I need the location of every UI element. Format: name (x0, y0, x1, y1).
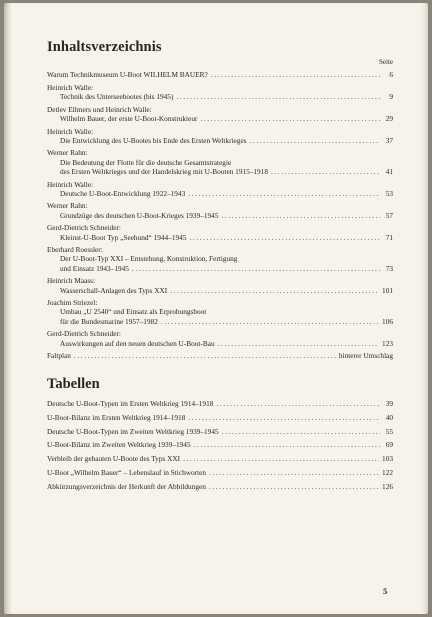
toc-entry-author: Eberhard Roessler: (47, 245, 103, 255)
tables-list (47, 399, 393, 491)
table-entry-title: Deutsche U-Boot-Typen im Zweiten Weltkrieg 1939–1945 (47, 426, 219, 436)
toc-entry-author: Detlev Ellmers und Heinrich Walle: (47, 104, 152, 114)
toc-entry-title: Faltplan (47, 351, 71, 361)
toc-entry-line (47, 351, 393, 360)
leader-dots (74, 351, 336, 360)
toc-entry-title: Auswirkungen auf den neuen deutschen U-Boot-Bau (60, 338, 215, 348)
table-entry (47, 413, 393, 422)
leader-dots (222, 427, 380, 436)
toc-entry-page: 37 (385, 135, 393, 145)
toc-entry (47, 70, 393, 79)
table-entry-page: 39 (385, 398, 393, 408)
toc-entry-author: Werner Rahn: (47, 148, 88, 158)
toc-entry (47, 180, 393, 198)
toc-entry-line (47, 189, 393, 198)
table-entry (47, 454, 393, 463)
table-entry-title: Abkürzungsverzeichnis der Herkunft der Abbildungen (47, 481, 206, 491)
table-entry-page: 122 (382, 467, 393, 477)
toc-entry-line (47, 158, 393, 167)
leader-dots (209, 468, 379, 477)
toc-entry-author: Gerd-Dietrich Schneider: (47, 223, 121, 233)
tables-title: Tabellen (47, 375, 100, 392)
toc-entry-author: Werner Rahn: (47, 201, 88, 211)
toc-entry-page: 29 (385, 113, 393, 123)
leader-dots (211, 70, 380, 79)
leader-dots (170, 286, 379, 295)
toc-entry-page: 73 (385, 263, 393, 273)
toc-entry (47, 245, 393, 273)
table-entry (47, 468, 393, 477)
toc-entry-title: Warum Technikmuseum U-Boot WILHELM BAUER? (47, 70, 208, 79)
toc-entry-page: 41 (385, 166, 393, 176)
toc-entry (47, 148, 393, 176)
page-number: 5 (383, 586, 388, 596)
toc-entry-page: 106 (382, 316, 393, 326)
table-entry (47, 427, 393, 436)
book-page (4, 3, 428, 614)
table-entry-title: Verbleib der gebauten U-Boote des Typs XXI (47, 454, 181, 464)
toc-list (47, 70, 393, 360)
toc-entry-page: hinterer Umschlag (338, 351, 393, 361)
leader-dots (221, 211, 380, 220)
toc-entry-title: Wasserschall-Anlagen des Typs XXI (60, 285, 168, 295)
toc-entry (47, 329, 393, 347)
leader-dots (161, 317, 379, 326)
toc-entry (47, 127, 393, 145)
toc-entry-line (47, 70, 393, 79)
toc-entry (47, 298, 393, 326)
toc-entry-page: 71 (385, 232, 393, 242)
table-entry-title: U-Boot „Wilhelm Bauer“ – Lebenslauf in Stichworten (47, 467, 206, 477)
toc-entry-author: Heinrich Walle: (47, 82, 94, 92)
leader-dots (176, 92, 380, 101)
leader-dots (218, 339, 379, 348)
leader-dots (188, 189, 380, 198)
table-entry-title: U-Boot-Bilanz im Zweiten Weltkrieg 1939–1945 (47, 440, 191, 450)
toc-entry-page: 101 (382, 285, 393, 295)
table-entry-page: 69 (385, 440, 393, 450)
toc-entry-line (47, 307, 393, 316)
toc-entry-title: Kleinst-U-Boot Typ „Seehund“ 1944–1945 (60, 232, 187, 242)
toc-entry-line (47, 254, 393, 263)
toc-entry-author: Heinrich Maass: (47, 276, 96, 286)
toc-entry-page: 6 (389, 70, 393, 79)
table-entry-page: 40 (385, 412, 393, 422)
toc-entry-line (47, 92, 393, 101)
toc-entry-author: Heinrich Walle: (47, 126, 94, 136)
table-entry-page: 103 (382, 454, 393, 464)
table-entry-title: Deutsche U-Boot-Typen im Ersten Weltkrieg 1914–1918 (47, 398, 214, 408)
toc-entry-author: Heinrich Walle: (47, 179, 94, 189)
toc-entry-author: Joachim Striezel: (47, 298, 98, 308)
toc-entry-title: Die Entwicklung des U-Bootes bis Ende des Ersten Weltkrieges (60, 135, 247, 145)
leader-dots (271, 167, 380, 176)
leader-dots (209, 482, 379, 491)
toc-entry (47, 83, 393, 101)
table-entry (47, 440, 393, 449)
table-entry (47, 399, 393, 408)
toc-entry-title: Technik des Unterseebootes (bis 1945) (60, 91, 174, 101)
toc-entry (47, 201, 393, 219)
toc-entry-page: 123 (382, 338, 393, 348)
leader-dots (200, 114, 380, 123)
toc-entry-title: des Ersten Weltkrieges und der Handelskrieg mit U-Booten 1915–1918 (60, 166, 269, 176)
toc-entry-line (47, 317, 393, 326)
leader-dots (183, 454, 379, 463)
toc-entry-page: 57 (385, 210, 393, 220)
toc-entry-title: und Einsatz 1943–1945 (60, 263, 129, 273)
toc-entry-line (47, 233, 393, 242)
leader-dots (188, 413, 380, 422)
toc-entry-title: Grundzüge des deutschen U-Boot-Krieges 1939–1945 (60, 210, 219, 220)
leader-dots (189, 233, 380, 242)
toc-entry-line (47, 211, 393, 220)
toc-entry-title: Umbau „U 2540“ und Einsatz als Erprobungsboot (60, 307, 207, 317)
toc-entry (47, 276, 393, 294)
toc-entry-line (47, 167, 393, 176)
toc-entry (47, 105, 393, 123)
toc-entry-page: 9 (389, 91, 393, 101)
toc-entry-line (47, 286, 393, 295)
page-column-header: Seite (379, 58, 393, 66)
leader-dots (216, 399, 380, 408)
leader-dots (132, 264, 380, 273)
section-spacer (47, 364, 393, 376)
toc-entry-title: Die Bedeutung der Flotte für die deutsche Gesamtstrategie (60, 157, 232, 167)
toc-entry-author: Gerd-Dietrich Schneider: (47, 329, 121, 339)
table-entry-page: 126 (382, 481, 393, 491)
leader-dots (194, 440, 380, 449)
toc-entry-title: Deutsche U-Boot-Entwicklung 1922–1943 (60, 188, 186, 198)
leader-dots (250, 136, 380, 145)
toc-entry (47, 223, 393, 241)
toc-entry-title: Wilhelm Bauer, der erste U-Boot-Konstrukteur (60, 113, 198, 123)
toc-entry-line (47, 114, 393, 123)
toc-entry-line (47, 264, 393, 273)
toc-entry-line (47, 339, 393, 348)
page-gutter-shadow (4, 3, 12, 614)
table-entry (47, 482, 393, 491)
toc-entry-title: für die Bundesmarine 1957–1982 (60, 316, 158, 326)
toc-title: Inhaltsverzeichnis (47, 39, 162, 55)
toc-entry-line (47, 136, 393, 145)
toc-entry (47, 351, 393, 360)
table-entry-title: U-Boot-Bilanz im Ersten Weltkrieg 1914–1918 (47, 412, 186, 422)
page-content (47, 39, 393, 496)
toc-entry-page: 53 (385, 188, 393, 198)
toc-entry-title: Der U-Boot-Typ XXI – Entstehung, Konstruktion, Fertigung (60, 254, 238, 264)
table-entry-page: 55 (385, 426, 393, 436)
